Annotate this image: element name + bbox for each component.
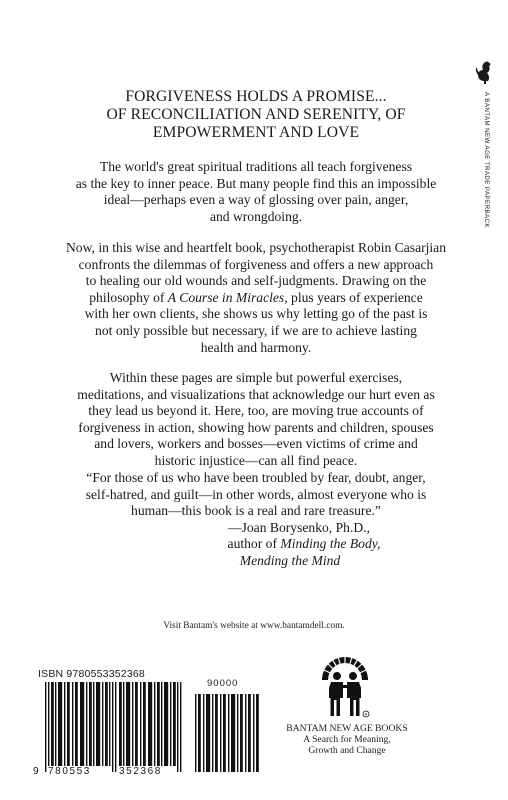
text-line: ideal—perhaps even a way of glossing over pain, anger, bbox=[103, 192, 409, 208]
barcode-right-digits: 352368 bbox=[119, 766, 162, 777]
text-line: and lovers, workers and bosses—even victims of crime and bbox=[94, 436, 418, 452]
quote-line: self-hatred, and guilt—in other words, almost everyone who is bbox=[85, 486, 427, 502]
quote-line: human—this book is a real and rare treasure.” bbox=[131, 503, 381, 519]
svg-text:R: R bbox=[364, 711, 368, 717]
headline-line: OF RECONCILIATION AND SERENITY, OF bbox=[106, 106, 406, 123]
text-line: and wrongdoing. bbox=[209, 208, 303, 224]
text-line: confronts the dilemmas of forgiveness and offers a new approach bbox=[78, 256, 434, 272]
text-line: meditations, and visualizations that acknowledge our hurt even as bbox=[77, 386, 435, 402]
headline-line: FORGIVENESS HOLDS A PROMISE... bbox=[125, 88, 387, 105]
spine-imprint: A BANTAM NEW AGE TRADE PAPERBACK bbox=[483, 92, 490, 228]
barcode-first-digit: 9 bbox=[33, 766, 41, 777]
text-line: not only possible but necessary, if we are to achieve lasting bbox=[95, 322, 417, 338]
text-line: as the key to inner peace. But many people find this an impossible bbox=[75, 175, 437, 191]
quote-line: “For those of us who have been troubled by fear, doubt, anger, bbox=[86, 470, 426, 485]
paragraph-contents bbox=[48, 370, 464, 470]
headline bbox=[60, 88, 452, 142]
text-line: forgiveness in action, showing how parents and children, spouses bbox=[78, 419, 434, 435]
headline-line: EMPOWERMENT AND LOVE bbox=[152, 124, 360, 141]
text-line: with her own clients, she shows us why letting go of the past is bbox=[84, 306, 428, 322]
publisher-tagline: Growth and Change bbox=[308, 745, 386, 756]
isbn-label: ISBN 9780553352368 bbox=[38, 668, 145, 680]
testimonial-quote bbox=[48, 470, 464, 570]
quote-credit bbox=[48, 536, 464, 553]
publisher-name: BANTAM NEW AGE BOOKS bbox=[286, 723, 408, 734]
paragraph-book-description bbox=[48, 240, 464, 356]
barcode-left-digits: 780553 bbox=[48, 766, 91, 777]
text-line: they lead us beyond it. Here, too, are moving true accounts of bbox=[88, 403, 424, 419]
publisher-imprint bbox=[282, 723, 412, 756]
text-line bbox=[48, 290, 464, 307]
text-line: Within these pages are simple but powerful exercises, bbox=[109, 370, 403, 385]
bantam-new-age-logo-icon bbox=[318, 640, 372, 720]
quote-author: —Joan Borysenko, Ph.D., bbox=[228, 519, 370, 535]
cited-book-title: Minding the Body, bbox=[280, 536, 381, 552]
publisher-website-note: Visit Bantam's website at www.bantamdell.com. bbox=[163, 621, 345, 631]
barcode-addon-digits: 90000 bbox=[207, 678, 239, 689]
paragraph-intro bbox=[48, 159, 464, 225]
text-line: The world's great spiritual traditions all teach forgiveness bbox=[99, 159, 413, 174]
publisher-tagline: A Search for Meaning, bbox=[303, 734, 391, 745]
cited-book-title: Mending the Mind bbox=[239, 552, 341, 568]
book-title-reference: A Course in Miracles, bbox=[167, 289, 288, 305]
barcode-bars bbox=[35, 680, 267, 776]
text-fragment: philosophy of bbox=[89, 289, 168, 305]
text-line: to healing our old wounds and self-judgments. Drawing on the bbox=[85, 273, 427, 289]
text-line: health and harmony. bbox=[200, 339, 312, 355]
text-line: Now, in this wise and heartfelt book, psychotherapist Robin Casarjian bbox=[65, 240, 447, 255]
text-fragment: plus years of experience bbox=[287, 289, 423, 305]
rooster-icon bbox=[474, 60, 494, 86]
quote-credit-line bbox=[48, 553, 464, 570]
text-line: historic injustice—can all find peace. bbox=[154, 452, 358, 468]
barcode bbox=[35, 680, 267, 776]
text-fragment: author of bbox=[227, 536, 281, 552]
